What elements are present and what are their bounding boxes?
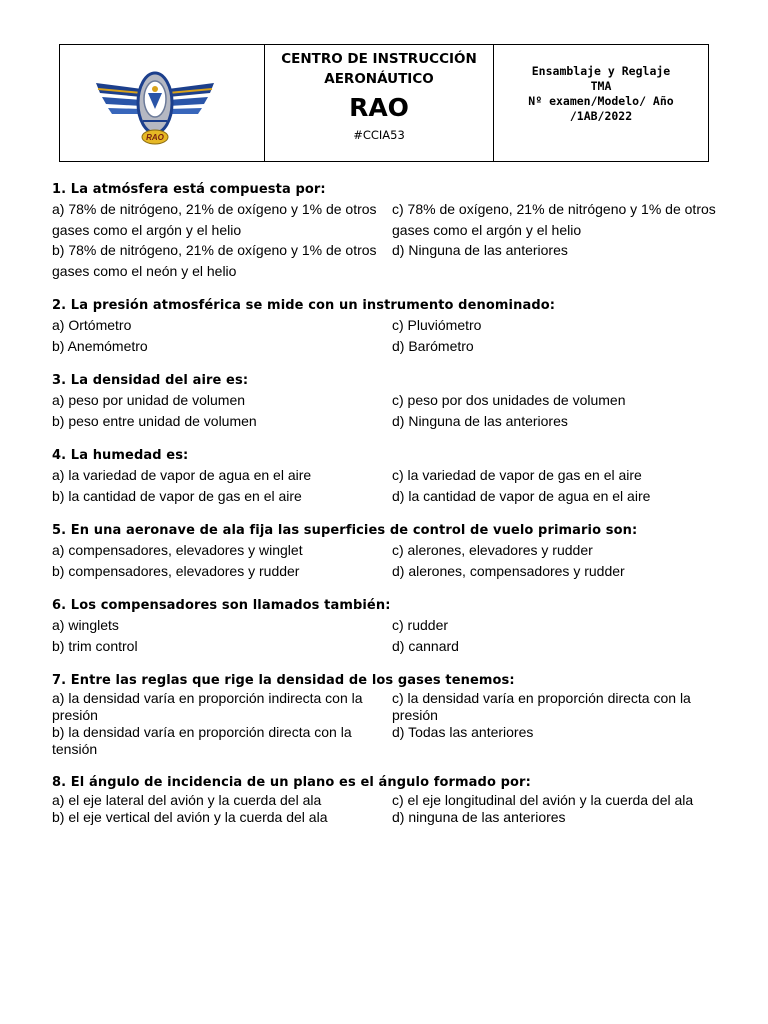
question-title: 5. En una aeronave de ala fija las superficies de control de vuelo primario son: (52, 523, 638, 538)
question-title: 2. La presión atmosférica se mide con un instrumento denominado: (52, 298, 556, 313)
option-c: c) el eje longitudinal del avión y la cuerda del ala (392, 792, 694, 808)
option-d: d) la cantidad de vapor de agua en el aire (392, 487, 651, 504)
options-grid (52, 199, 732, 281)
exam-number-label: Nº examen/Modelo/ Año (528, 94, 674, 108)
question-title: 8. El ángulo de incidencia de un plano es el ángulo formado por: (52, 775, 531, 790)
options-grid (52, 315, 732, 356)
option-a: a) la densidad varía en proporción indirecta con la presión (52, 690, 363, 723)
question-6 (52, 596, 732, 656)
rao-winged-logo-icon (90, 59, 220, 151)
option-c: c) la variedad de vapor de gas en el aire (392, 467, 642, 483)
institution-cell (265, 45, 494, 161)
question-title: 7. Entre las reglas que rige la densidad de los gases tenemos: (52, 673, 515, 688)
question-3 (52, 371, 732, 431)
option-a: a) la variedad de vapor de agua en el aire (52, 467, 312, 483)
option-d: d) cannard (392, 637, 459, 654)
options-grid (52, 792, 732, 826)
option-c: c) Pluviómetro (392, 317, 482, 333)
option-a: a) 78% de nitrógeno, 21% de oxígeno y 1% de otros gases como el argón y el helio (52, 201, 377, 238)
option-b: b) trim control (52, 637, 138, 654)
questions-list (52, 180, 732, 841)
option-d: d) Barómetro (392, 337, 474, 354)
options-grid (52, 390, 732, 431)
logo-cell (60, 45, 265, 161)
question-5 (52, 521, 732, 581)
option-a: a) peso por unidad de volumen (52, 392, 246, 408)
question-title: 1. La atmósfera está compuesta por: (52, 182, 326, 197)
option-a: a) winglets (52, 617, 119, 633)
option-c: c) alerones, elevadores y rudder (392, 542, 593, 558)
question-title: 4. La humedad es: (52, 448, 189, 463)
option-a: a) compensadores, elevadores y winglet (52, 542, 303, 558)
option-b: b) peso entre unidad de volumen (52, 412, 257, 429)
option-c: c) rudder (392, 617, 449, 633)
question-4 (52, 446, 732, 506)
option-c: c) la densidad varía en proporción directa con la presión (392, 690, 691, 723)
question-1 (52, 180, 732, 281)
institution-name-line2: AERONÁUTICO (324, 71, 434, 87)
option-b: b) la cantidad de vapor de gas en el aire (52, 487, 302, 504)
option-d: d) Ninguna de las anteriores (392, 412, 568, 429)
question-2 (52, 296, 732, 356)
question-title: 6. Los compensadores son llamados también: (52, 598, 391, 613)
institution-code: #CCIA53 (353, 128, 405, 142)
options-grid (52, 465, 732, 506)
question-7 (52, 671, 732, 758)
exam-info-cell (494, 45, 708, 161)
exam-header (59, 44, 709, 162)
option-d: d) ninguna de las anteriores (392, 809, 566, 825)
option-c: c) peso por dos unidades de volumen (392, 392, 626, 408)
institution-name-line1: CENTRO DE INSTRUCCIÓN (281, 51, 477, 67)
question-8 (52, 773, 732, 826)
exam-number-value: /1AB/2022 (569, 109, 633, 123)
option-d: d) Todas las anteriores (392, 724, 534, 740)
option-b: b) 78% de nitrógeno, 21% de oxígeno y 1% de otros gases como el neón y el helio (52, 242, 377, 279)
option-b: b) Anemómetro (52, 337, 148, 354)
options-grid (52, 540, 732, 581)
svg-text:RAO: RAO (146, 133, 164, 142)
option-a: a) Ortómetro (52, 317, 132, 333)
institution-acronym: RAO (349, 93, 409, 122)
option-d: d) Ninguna de las anteriores (392, 242, 568, 258)
option-d: d) alerones, compensadores y rudder (392, 562, 625, 579)
exam-type: TMA (590, 79, 612, 93)
option-b: b) el eje vertical del avión y la cuerda del ala (52, 809, 328, 825)
options-grid (52, 690, 732, 758)
option-b: b) compensadores, elevadores y rudder (52, 562, 300, 579)
option-c: c) 78% de oxígeno, 21% de nitrógeno y 1% de otros gases como el argón y el helio (392, 201, 716, 238)
options-grid (52, 615, 732, 656)
exam-subject: Ensamblaje y Reglaje (531, 64, 671, 78)
option-b: b) la densidad varía en proporción directa con la tensión (52, 724, 352, 757)
option-a: a) el eje lateral del avión y la cuerda del ala (52, 792, 322, 808)
question-title: 3. La densidad del aire es: (52, 373, 249, 388)
